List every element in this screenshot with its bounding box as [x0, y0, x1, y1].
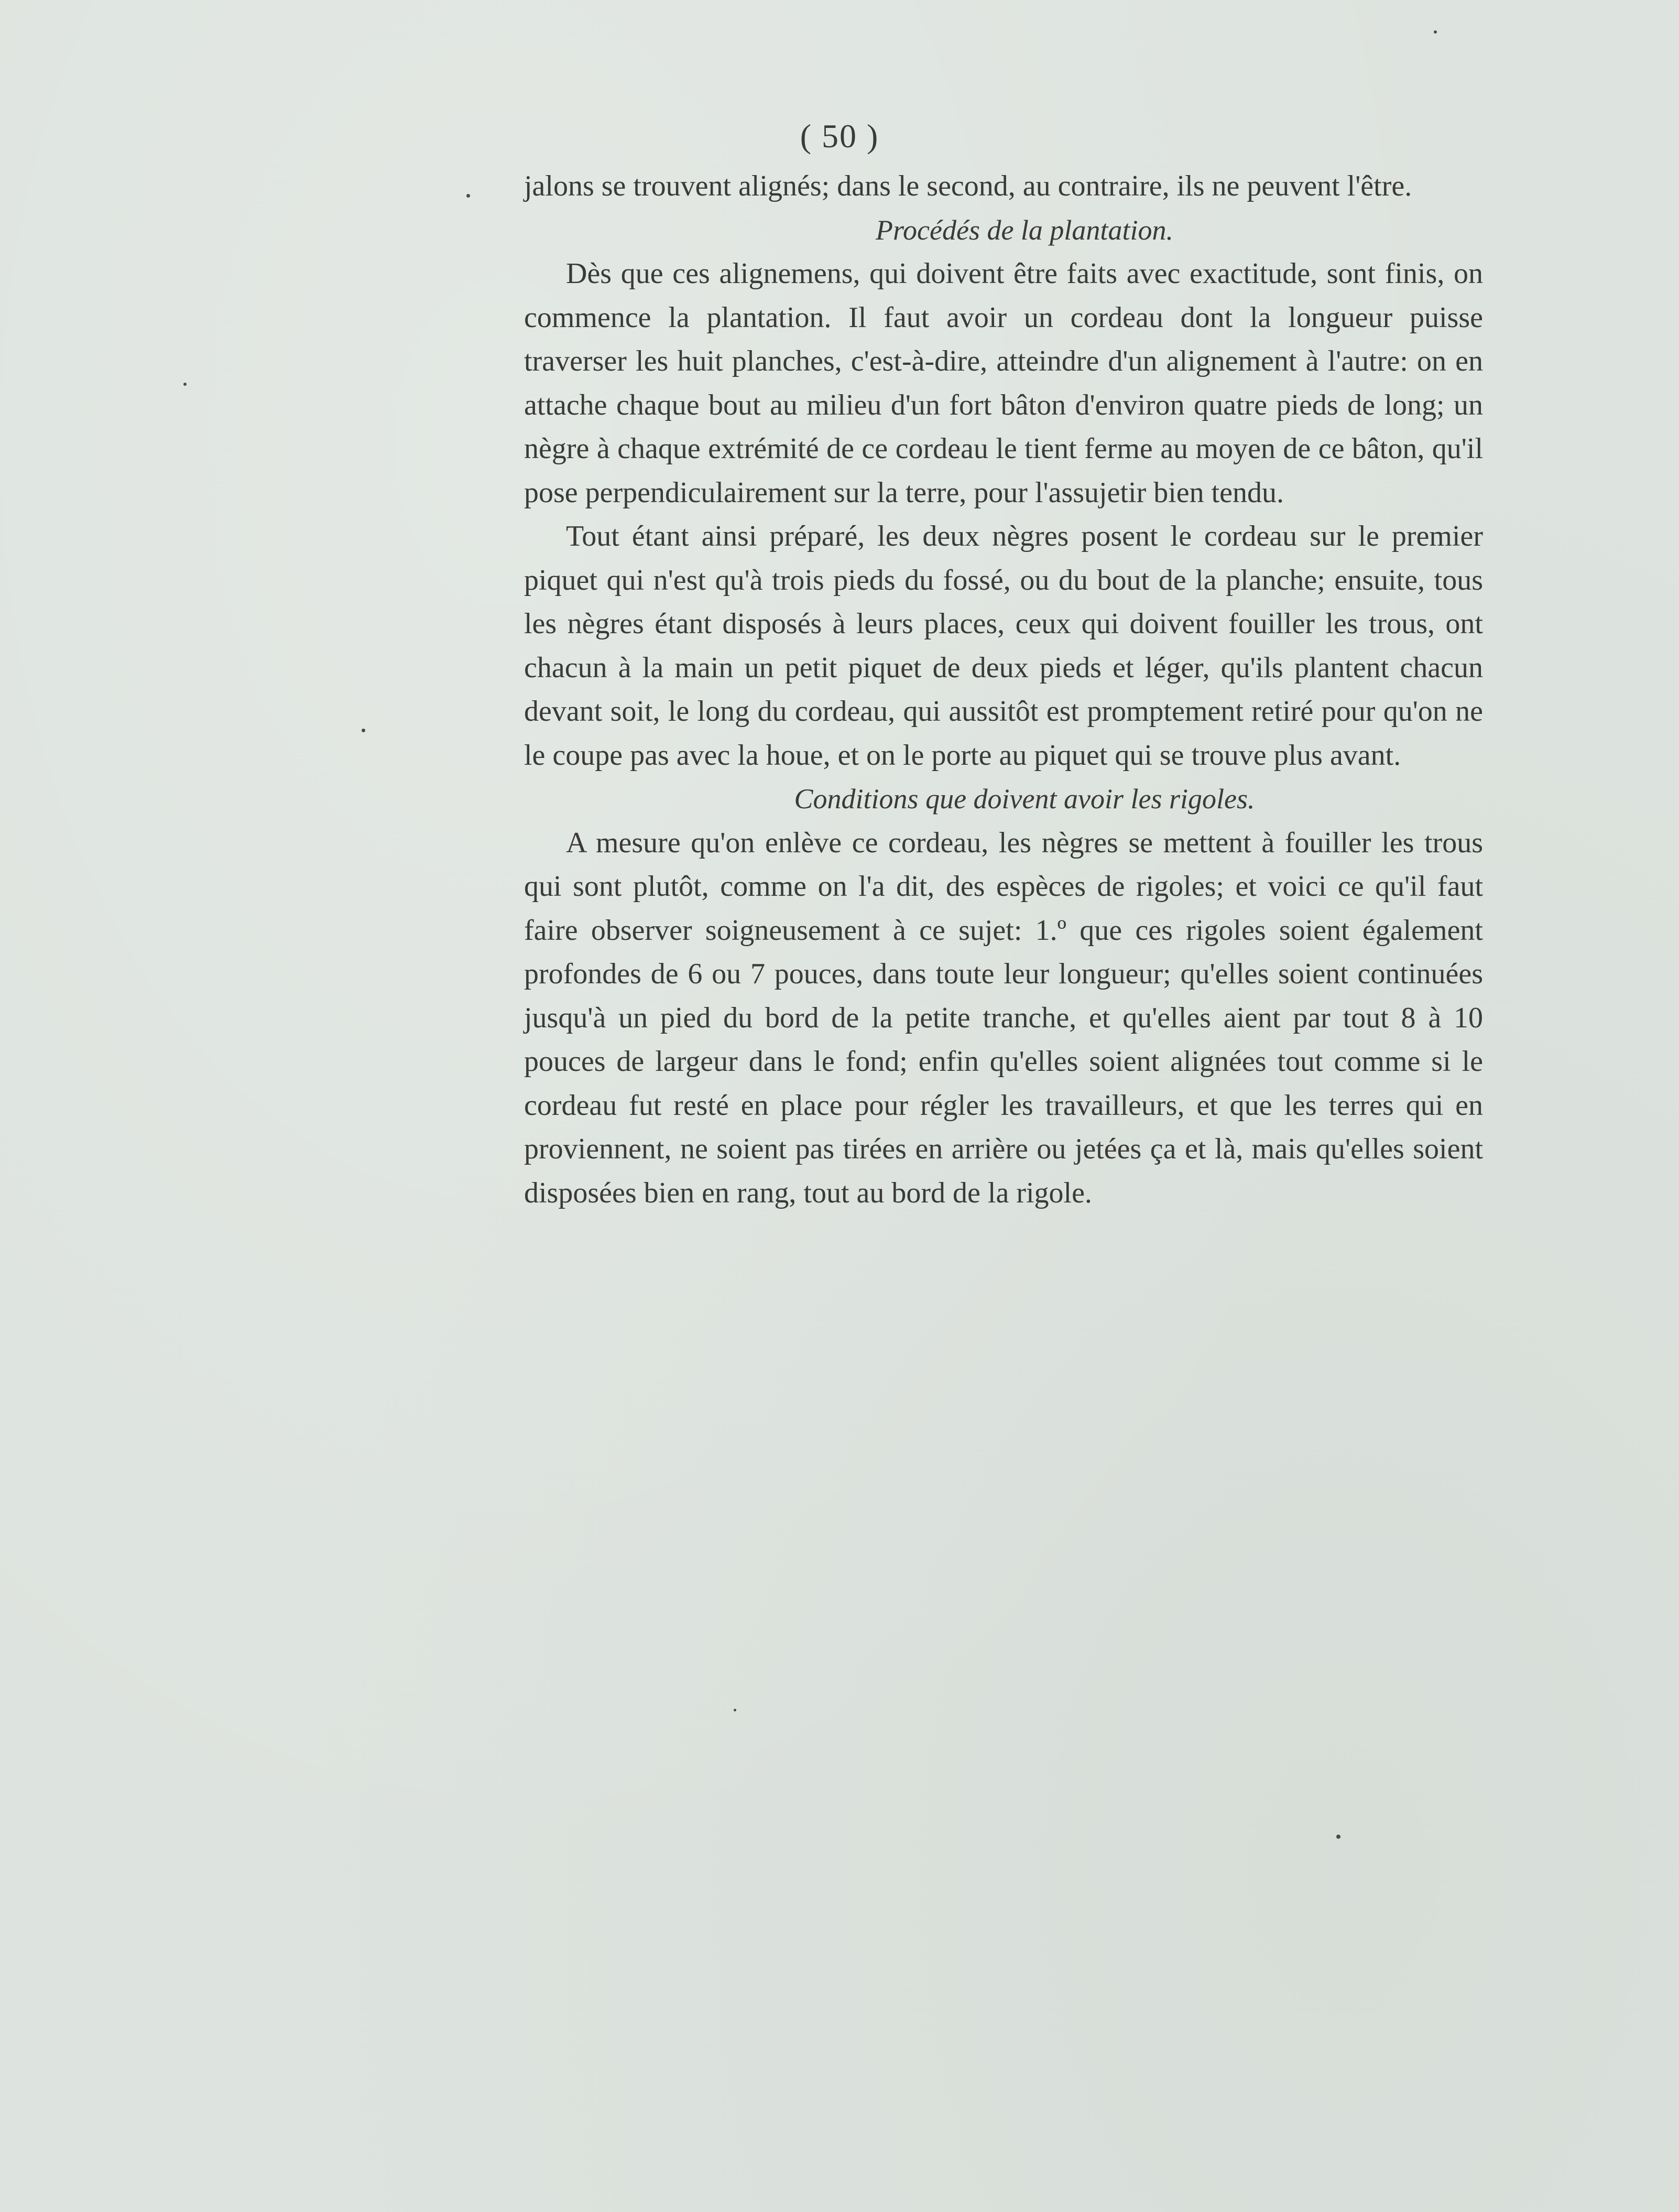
paragraph-rigoles: A mesure qu'on enlève ce cordeau, les nègres se mettent à fouiller les trous qui sont plutôt, comme on l'a dit, des espèces de rigoles; et voici ce qu'il faut faire observer soigneusement à ce sujet: 1.º que ces rigoles soient également profondes de 6 ou 7 pouces, dans toute leur longueur; qu'elles soient continuées jusqu'à un pied du bord de la petite tranche, et qu'elles aient par tout 8 à 10 pouces de largeur dans le fond; enfin qu'elles soient alignées tout comme si le cordeau fut resté en place pour régler les travailleurs, et que les terres qui en proviennent, ne soient pas tirées en arrière ou jetées ça et là, mais qu'elles soient disposées bien en rang, tout au bord de la rigole.	[524, 826, 1483, 1209]
section-heading-plantation: Procédés de la plantation.	[876, 214, 1173, 246]
text-body	[524, 165, 1483, 1215]
paper-speck	[466, 194, 470, 198]
paper-speck	[362, 729, 365, 732]
section-heading-rigoles: Conditions que doivent avoir les rigoles.	[794, 783, 1255, 815]
paper-speck	[1434, 30, 1437, 34]
paragraph-preparation: Tout étant ainsi préparé, les deux nègres posent le cordeau sur le premier piquet qui n'est qu'à trois pieds du fossé, ou du bout de la planche; ensuite, tous les nègres étant disposés à leurs places, ceux qui doivent fouiller les trous, ont chacun à la main un petit piquet de deux pieds et léger, qu'ils plantent chacun devant soit, le long du cordeau, qui aussitôt est promptement retiré pour qu'on ne le coupe pas avec la houe, et on le porte au piquet qui se trouve plus avant.	[524, 520, 1483, 772]
paragraph-continuation: jalons se trouvent alignés; dans le second, au contraire, ils ne peuvent l'être.	[524, 170, 1412, 202]
paragraph-alignemens: Dès que ces alignemens, qui doivent être faits avec exactitude, sont finis, on commence la plantation. Il faut avoir un cordeau dont la longueur puisse traverser les huit planches, c'est-à-dire, atteindre d'un alignement à l'autre: on en attache chaque bout au milieu d'un fort bâton d'environ quatre pieds de long; un nègre à chaque extrémité de ce cordeau le tient ferme au moyen de ce bâton, qu'il pose perpendiculairement sur la terre, pour l'assujetir bien tendu.	[524, 257, 1483, 509]
paper-speck	[183, 383, 187, 386]
page-number: ( 50 )	[800, 117, 879, 155]
paper-speck	[734, 1709, 736, 1711]
paper-speck	[1336, 1835, 1340, 1839]
